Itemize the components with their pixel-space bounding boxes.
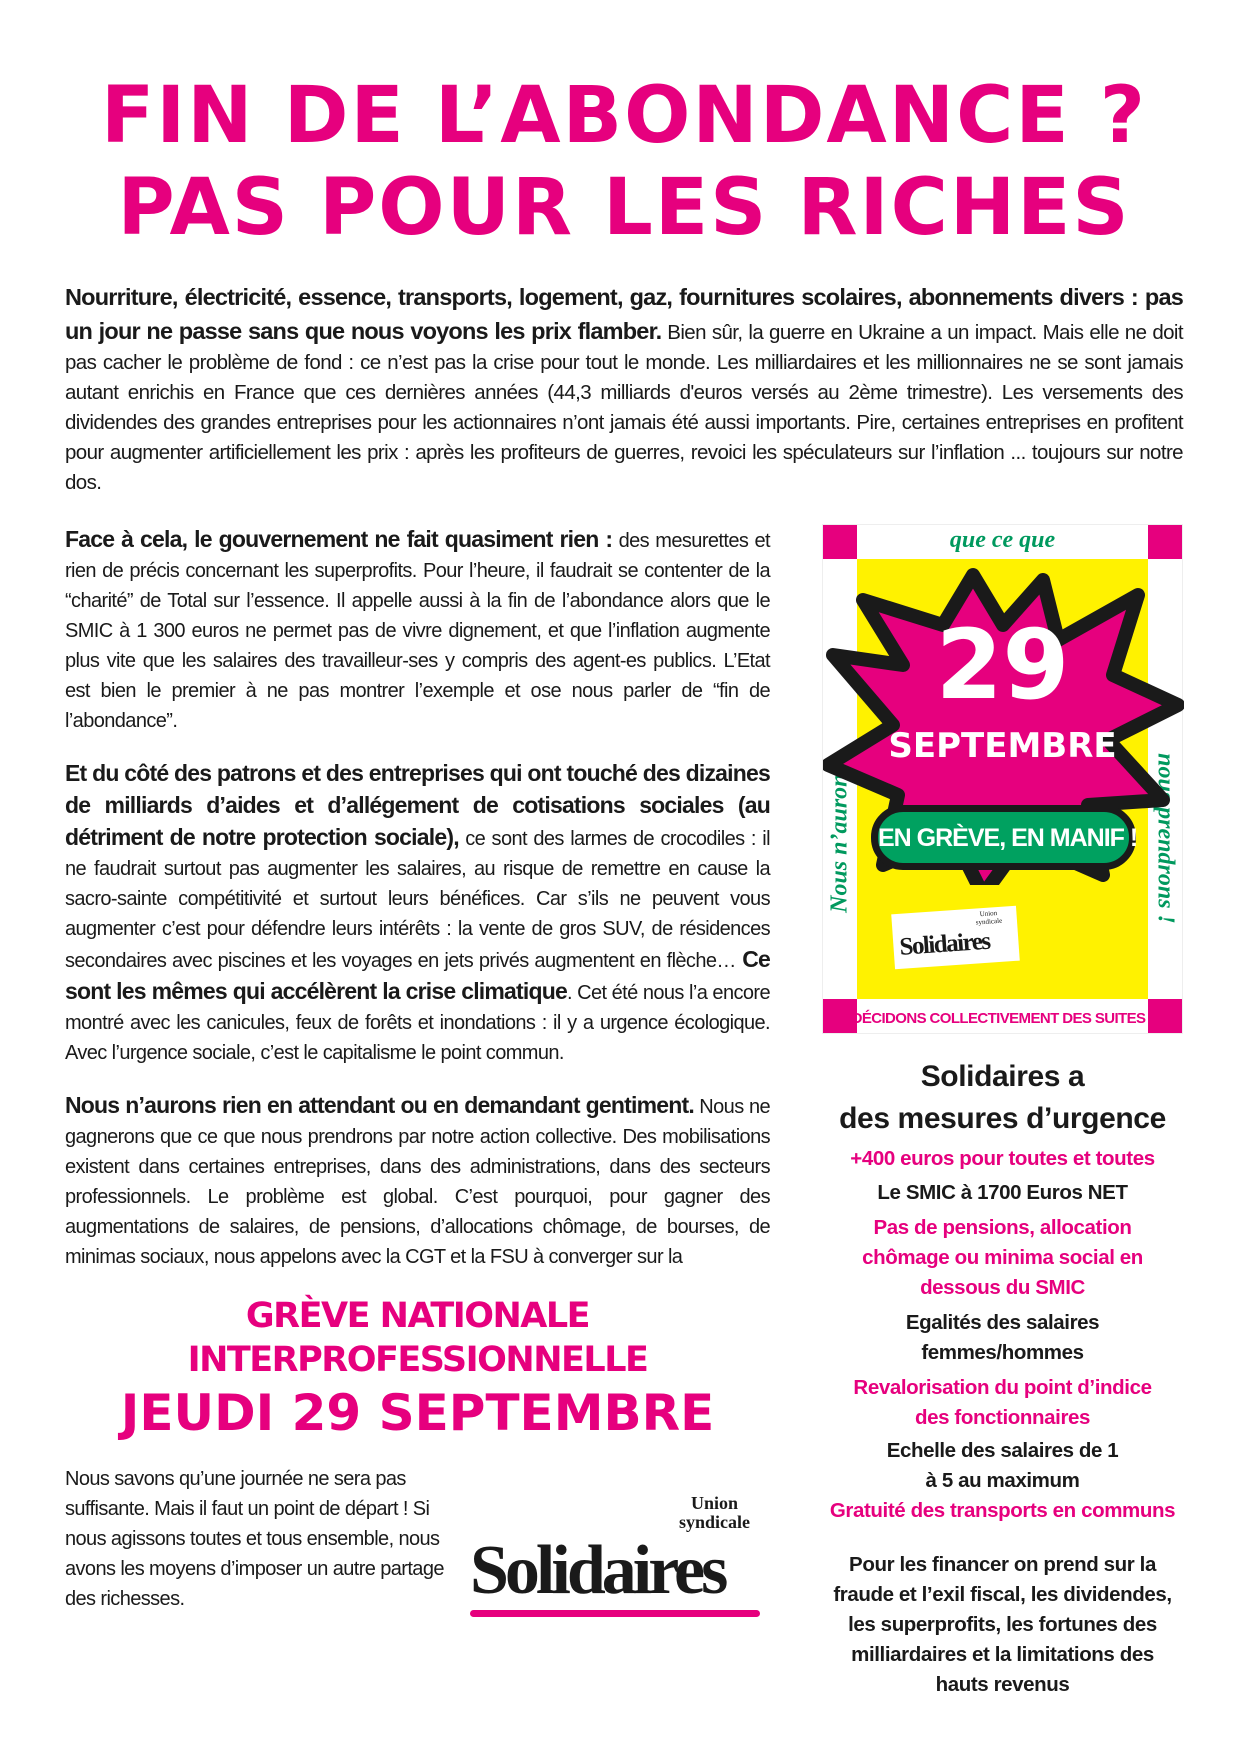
action-paragraph: Nous n’aurons rien en attendant ou en demandant gentiment. Nous ne gagnerons que ce que nous prendrons par notre action collective. Des mobilisations existent dans certaines entreprises, dans des administrations, dans des secteurs professionnels. Le problème est global. C’est pourquoi, pour gagner des augmentations de salaires, de pensions, d’allocations chômage, de bourses, de minimas sociaux, nous appelons avec la CGT et la FSU à converger sur la bbox=[65, 1092, 770, 1268]
solidaires-logo: Union syndicale Solidaires bbox=[470, 1494, 770, 1619]
measure-item: Pas de pensions, allocation chômage ou minima social en dessous du SMIC bbox=[862, 1216, 1143, 1299]
measure-item: +400 euros pour toutes et toutes bbox=[850, 1147, 1155, 1170]
bosses-paragraph: Et du côté des patrons et des entreprises qui ont touché des dizaines de milliards d’aides et d’allégement de cotisations sociales (au détriment de notre protection sociale), ce sont des larmes de crocodiles : il ne faudrait surtout pas augmenter les salaires, au risque de remettre en cause la sacro-sainte compétitivité et surtout leurs bénéfices. Car s’ils ne peuvent vous augmenter c’est pour défendre leurs intérêts : la vente de gros SUV, de résidences secondaires avec piscines et les voyages en jets privés augmentent en flèche… Ce sont les mêmes qui accélèrent la crise climatique. Cet été nous l’a encore montré avec les canicules, feux de forêts et inondations : il y a urgence écologique. Avec l’urgence sociale, c’est le capitalisme le point commun. bbox=[65, 760, 770, 1064]
left-column bbox=[65, 524, 770, 1700]
poster-logo: Union syndicale Solidaires bbox=[891, 906, 1020, 970]
government-paragraph: Face à cela, le gouvernement ne fait quasiment rien : des mesurettes et rien de précis concernant les superprofits. Pour l’heure, il faudrait se contenter de la “charité” de Total sur l’essence. Il appelle aussi à la fin de l’abondance alors que le SMIC à 1 300 euros ne permet pas de vivre dignement, et que l’inflation augmente plus vite que les salaires des travailleur-ses y compris des agent-es publics. L’Etat est bien le premier à ne pas montrer l’exemple et ose nous parler de “fin de l’abondance”. bbox=[65, 526, 770, 732]
financing-text: Pour les financer on prend sur la fraude et l’exil fiscal, les dividendes, les superprofits, les fortunes des milliardaires et la limitations des hauts revenus bbox=[833, 1553, 1172, 1696]
measure-item: Revalorisation du point d’indice des fonctionnaires bbox=[853, 1376, 1152, 1429]
measure-item: Echelle des salaires de 1 à 5 au maximum bbox=[886, 1439, 1119, 1492]
measure-item: Egalités des salaires femmes/hommes bbox=[905, 1311, 1100, 1364]
right-column bbox=[822, 524, 1183, 1700]
speech-bubble: EN GRÈVE, EN MANIF ! bbox=[871, 805, 1136, 870]
closing-paragraph: Nous savons qu’une journée ne sera pas suffisante. Mais il faut un point de départ ! Si nous agissons toutes et tous ensemble, nous avons les moyens d’imposer un autre partage des richesses. bbox=[65, 1468, 444, 1610]
logo-underline bbox=[470, 1610, 760, 1617]
strike-announcement: GRÈVE NATIONALE INTERPROFESSIONNELLE JEUDI 29 SEPTEMBRE bbox=[120, 1296, 715, 1442]
measures-heading: Solidaires a des mesures d’urgence bbox=[839, 1060, 1166, 1135]
measure-item: Gratuité des transports en communs bbox=[829, 1499, 1176, 1522]
strike-poster: que ce que Nous n’aurons nous prendrons ! 29 SEPTEMBRE EN GRÈVE, EN MANIF ! Union syndicale Solidaires DÉCIDONS COLLECTIVEMENT DES SUITES ! bbox=[822, 524, 1183, 1034]
two-columns bbox=[65, 524, 1183, 1700]
measures-list bbox=[822, 1144, 1183, 1526]
measure-item: Le SMIC à 1700 Euros NET bbox=[877, 1181, 1128, 1204]
page-title: FIN DE L’ABONDANCE ? PAS POUR LES RICHES bbox=[100, 71, 1148, 253]
intro-paragraph: Nourriture, électricité, essence, transports, logement, gaz, fournitures scolaires, abonnements divers : pas un jour ne passe sans que nous voyons les prix flamber. Bien sûr, la guerre en Ukraine a un impact. Mais elle ne doit pas cacher le problème de fond : ce n’est pas la crise pour tout le monde. Les milliardaires et les millionnaires ne se sont jamais autant enrichis en France que ces dernières années (44,3 milliards d'euros versés au 2ème trimestre). Les versements des dividendes des grandes entreprises pour les actionnaires n’ont jamais été aussi importants. Pire, certaines entreprises en profitent pour augmenter artificiellement les prix : après les profiteurs de guerres, revoici les spéculateurs sur l’inflation ... toujours sur notre dos. bbox=[65, 284, 1183, 494]
